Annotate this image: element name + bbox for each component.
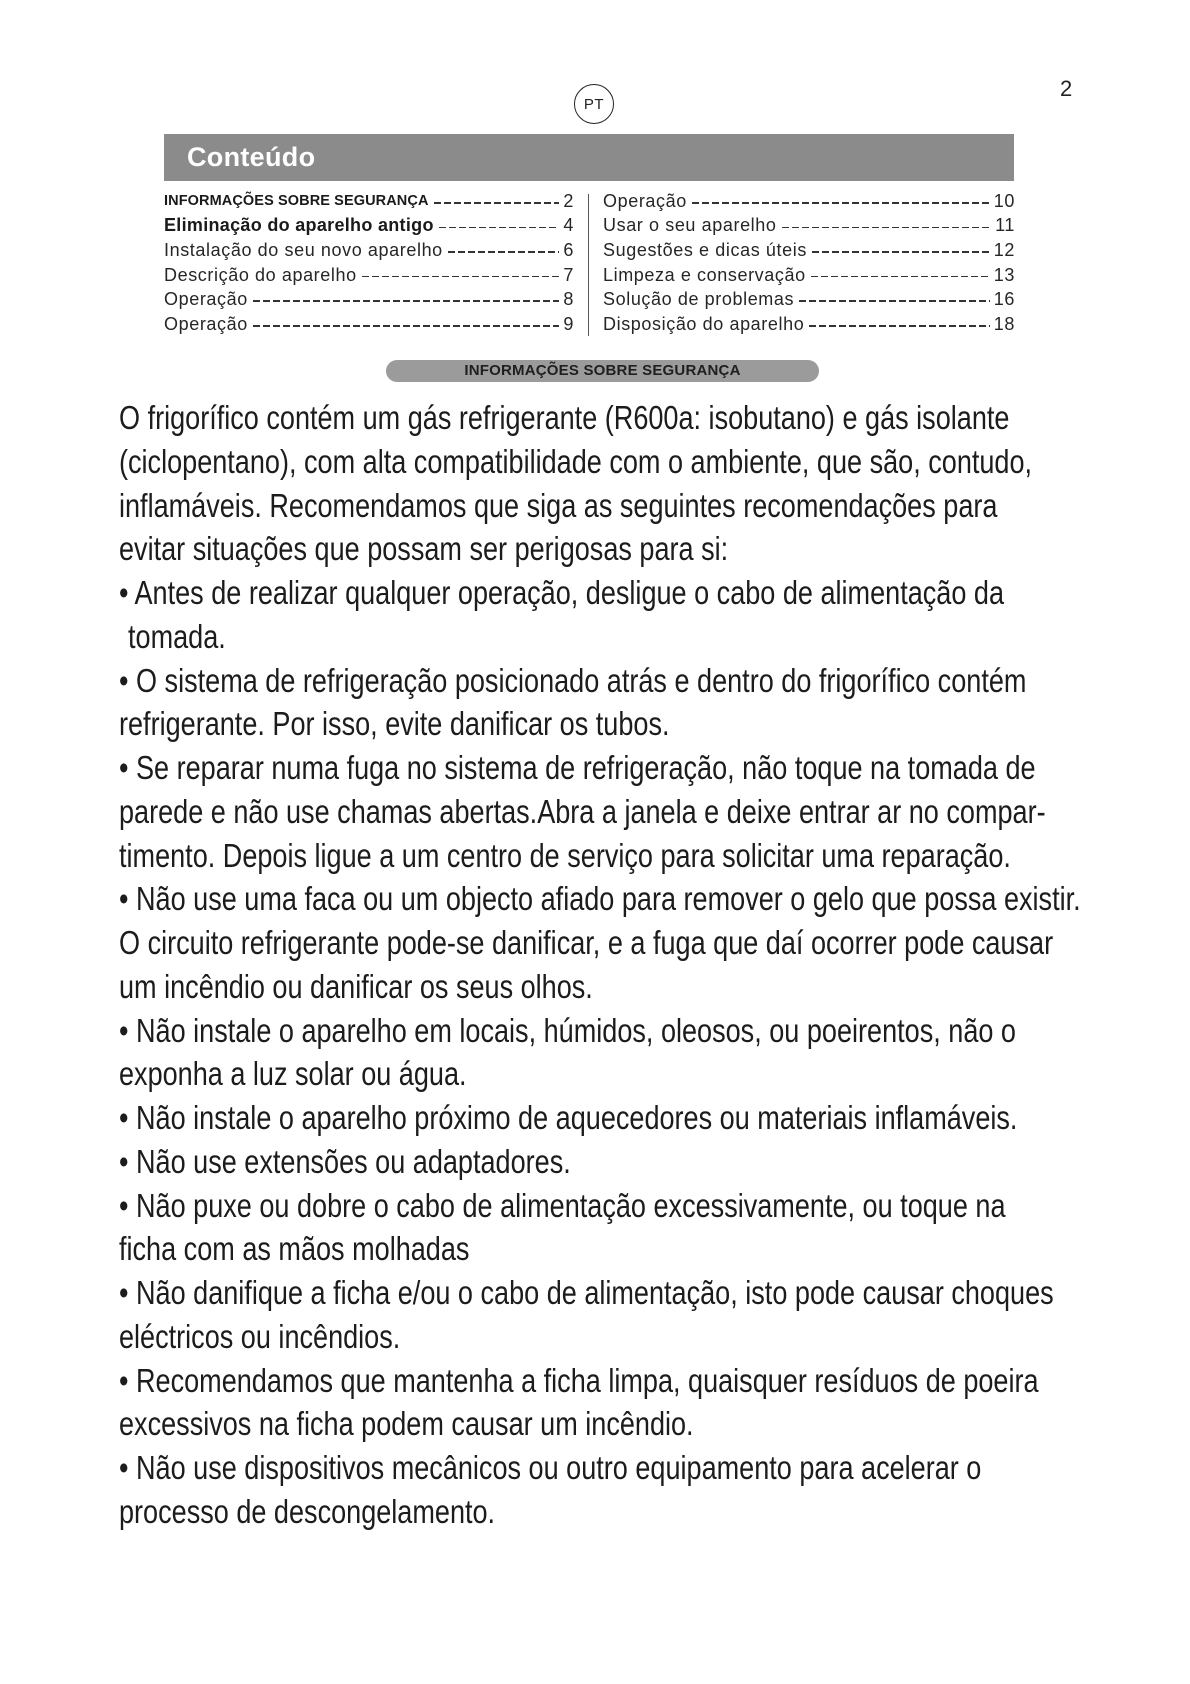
toc-column-divider <box>588 194 589 336</box>
toc-entry-title: Operação <box>164 289 248 310</box>
toc-entry <box>164 287 574 312</box>
page-number: 2 <box>1060 76 1073 101</box>
section-heading-pill: INFORMAÇÕES SOBRE SEGURANÇA <box>386 360 819 382</box>
toc-entry-page: 10 <box>993 190 1015 211</box>
body-line: timento. Depois ligue a um centro de serviço para solicitar uma reparação. <box>119 836 1011 874</box>
toc-leader <box>811 276 990 278</box>
toc-entry-page: 7 <box>563 264 574 285</box>
contents-title: Conteúdo <box>187 142 316 172</box>
toc-entry-page: 8 <box>563 289 574 310</box>
body-line: • Não use dispositivos mecânicos ou outro equipamento para acelerar o <box>119 1449 982 1486</box>
body-line: eléctricos ou incêndios. <box>119 1317 401 1355</box>
body-line: • Não puxe ou dobre o cabo de alimentação excessivamente, ou toque na <box>119 1186 1006 1224</box>
toc-entry <box>603 189 1015 214</box>
toc-entry-page: 13 <box>993 264 1015 285</box>
toc-entry <box>603 238 1015 263</box>
body-line: • O sistema de refrigeração posicionado atrás e dentro do frigorífico contém <box>119 661 1027 699</box>
toc-entry <box>603 312 1015 337</box>
toc-entry-page: 11 <box>995 215 1015 236</box>
contents-header-bar <box>164 134 1014 181</box>
toc-leader <box>434 202 560 204</box>
toc-left-column <box>164 189 574 337</box>
toc-entry-page: 9 <box>563 313 574 334</box>
toc-entry <box>164 189 574 214</box>
toc-leader <box>253 325 560 327</box>
body-line: • Não danifique a ficha e/ou o cabo de alimentação, isto pode causar choques <box>119 1274 1054 1311</box>
body-line: • Não use uma faca ou um objecto afiado para remover o gelo que possa existir. <box>119 880 1081 918</box>
toc-entry-page: 2 <box>563 190 574 211</box>
body-line: • Se reparar numa fuga no sistema de refrigeração, não toque na tomada de <box>119 749 1036 786</box>
toc-entry <box>603 263 1015 288</box>
language-badge-label: PT <box>583 95 605 113</box>
toc-entry-page: 18 <box>993 313 1015 334</box>
body-line: parede e não use chamas abertas.Abra a janela e deixe entrar ar no compar- <box>119 792 1046 830</box>
toc-entry-page: 16 <box>993 289 1015 310</box>
toc-leader <box>782 227 992 229</box>
body-line: O frigorífico contém um gás refrigerante (R600a: isobutano) e gás isolante <box>119 399 1010 436</box>
body-line: • Não instale o aparelho próximo de aquecedores ou materiais inflamáveis. <box>119 1099 1018 1136</box>
body-line: evitar situações que possam ser perigosas para si: <box>119 530 729 568</box>
toc-entry-page: 4 <box>563 215 574 236</box>
toc-entry-title: Operação <box>603 190 687 211</box>
toc-entry <box>603 214 1015 239</box>
body-line: excessivos na ficha podem causar um incêndio. <box>119 1405 694 1443</box>
toc-entry-page: 6 <box>563 239 574 260</box>
toc-entry-title: Operação <box>164 313 248 334</box>
body-line: • Recomendamos que mantenha a ficha limpa, quaisquer resíduos de poeira <box>119 1361 1039 1399</box>
toc-right-column <box>603 189 1015 337</box>
body-line: inflamáveis. Recomendamos que siga as seguintes recomendações para <box>119 486 998 524</box>
safety-text-body <box>119 396 1190 1534</box>
body-line: • Antes de realizar qualquer operação, desligue o cabo de alimentação da <box>119 574 1005 611</box>
toc-leader <box>812 251 990 253</box>
toc-leader <box>439 227 560 229</box>
toc-entry <box>164 238 574 263</box>
toc-entry <box>603 287 1015 312</box>
toc-leader <box>362 276 560 278</box>
body-line: processo de descongelamento. <box>119 1492 496 1530</box>
body-line: refrigerante. Por isso, evite danificar os tubos. <box>119 705 670 743</box>
language-badge <box>574 84 614 124</box>
toc-entry <box>164 214 574 239</box>
toc-entry-title: Eliminação do aparelho antigo <box>164 215 434 236</box>
body-line: • Não instale o aparelho em locais, húmidos, oleosos, ou poeirentos, não o <box>119 1011 1016 1049</box>
toc-entry-title: Sugestões e dicas úteis <box>603 239 807 260</box>
body-line: um incêndio ou danificar os seus olhos. <box>119 967 593 1005</box>
toc-leader <box>448 251 560 253</box>
toc-entry <box>164 312 574 337</box>
toc-entry-page: 12 <box>993 239 1015 260</box>
toc-leader <box>253 300 560 302</box>
toc-leader <box>799 300 990 302</box>
body-line: (ciclopentano), com alta compatibilidade com o ambiente, que são, contudo, <box>119 442 1033 480</box>
toc-entry-title: Usar o seu aparelho <box>603 215 777 236</box>
body-line: O circuito refrigerante pode-se danificar, e a fuga que daí ocorrer pode causar <box>119 924 1054 961</box>
toc-entry-title: Disposição do aparelho <box>603 313 805 334</box>
body-line: ficha com as mãos molhadas <box>119 1230 470 1268</box>
toc-entry-title: Limpeza e conservação <box>603 264 806 285</box>
toc-entry-title: Descrição do aparelho <box>164 264 357 285</box>
toc-entry-title: Solução de problemas <box>603 289 795 310</box>
body-line: exponha a luz solar ou água. <box>119 1055 467 1093</box>
toc-entry-title: INFORMAÇÕES SOBRE SEGURANÇA <box>164 193 429 210</box>
toc-leader <box>692 202 990 204</box>
body-line: • Não use extensões ou adaptadores. <box>119 1142 571 1180</box>
body-line: tomada. <box>128 617 226 655</box>
toc-leader <box>809 325 989 327</box>
toc-entry-title: Instalação do seu novo aparelho <box>164 239 443 260</box>
toc-entry <box>164 263 574 288</box>
